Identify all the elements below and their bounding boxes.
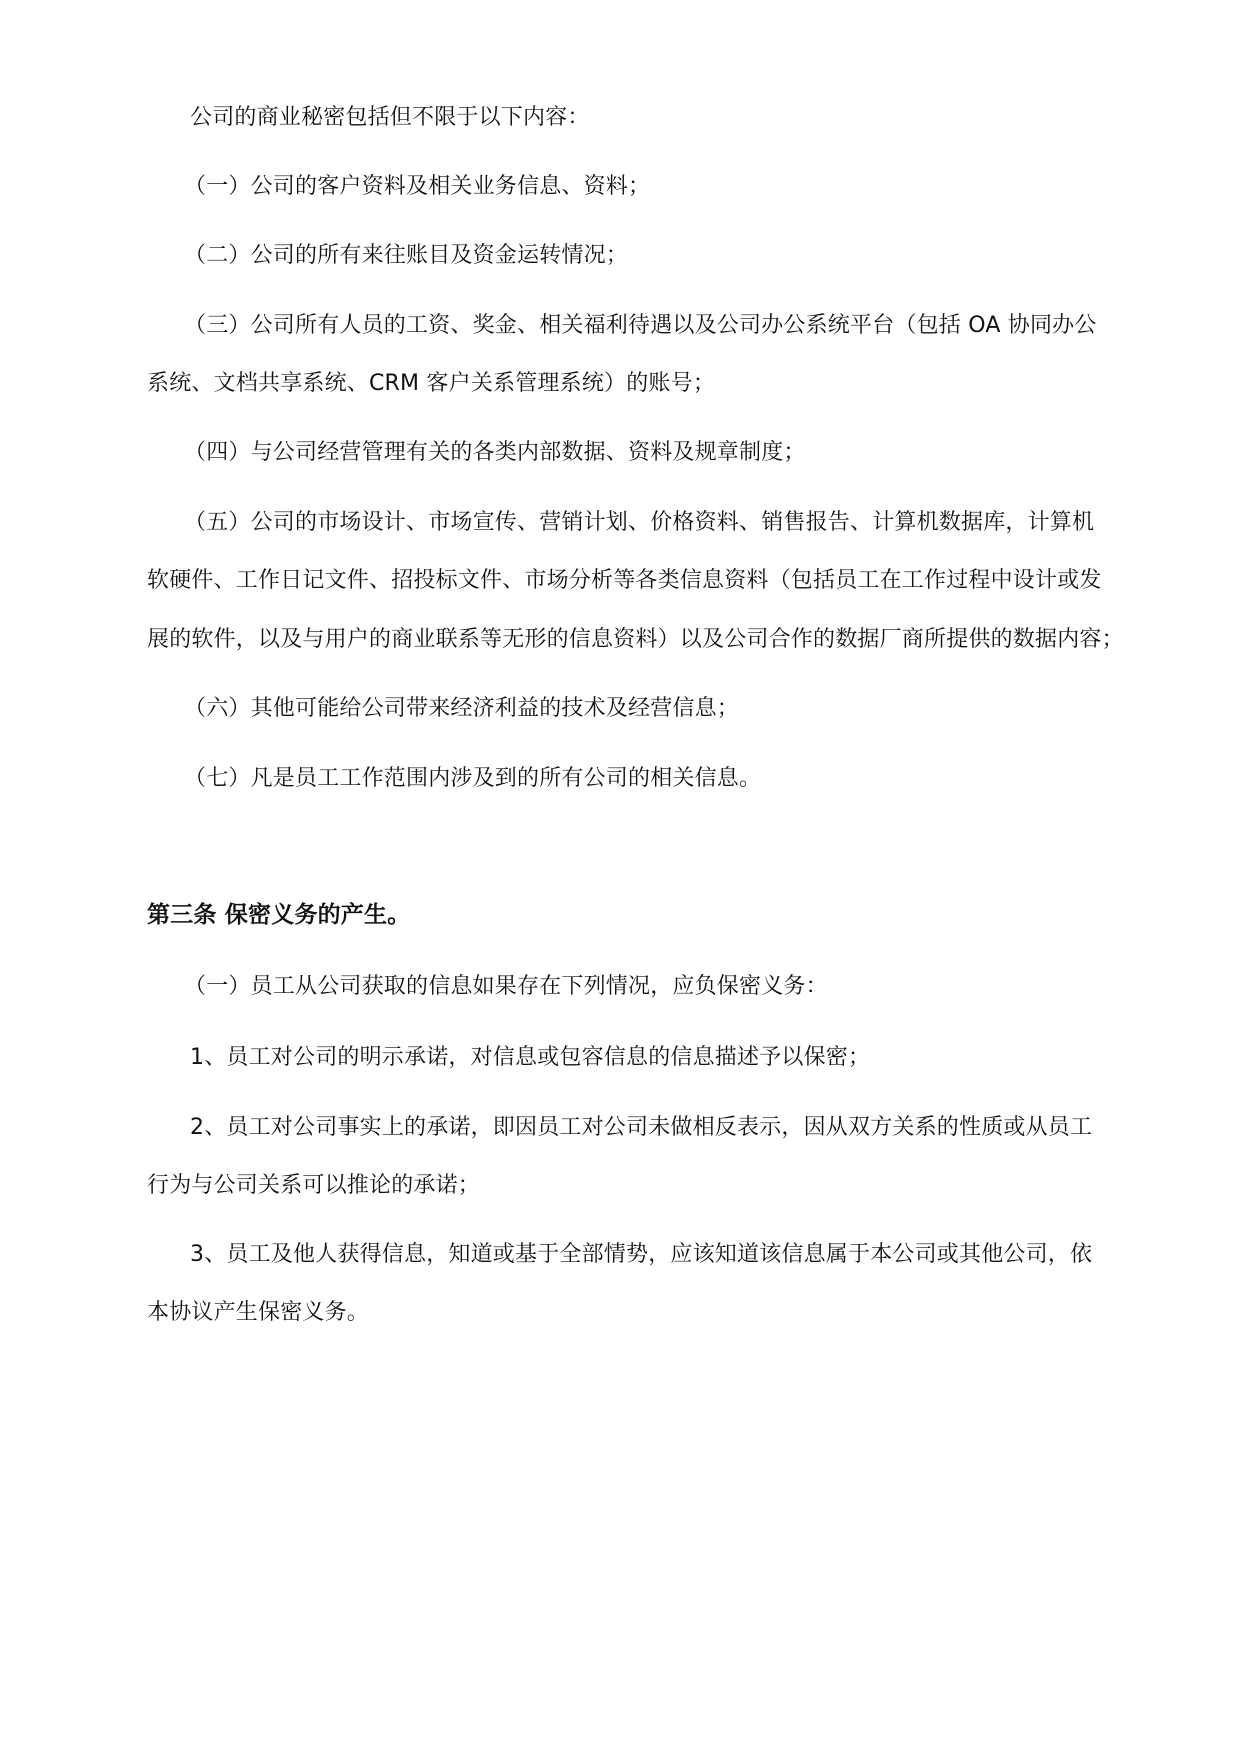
item-2-line: （二）公司的所有来往账目及资金运转情况； <box>184 243 629 268</box>
section-line-3: 2、员工对公司事实上的承诺，即因员工对公司未做相反表示，因从双方关系的性质或从员工 <box>190 1115 1093 1140</box>
section-heading: 第三条 保密义务的产生。 <box>147 902 411 928</box>
item-7-line: （七）凡是员工工作范围内涉及到的所有公司的相关信息。 <box>184 766 762 791</box>
intro-line: 公司的商业秘密包括但不限于以下内容： <box>190 105 590 130</box>
item-5-line-1: （五）公司的市场设计、市场宣传、营销计划、价格资料、销售报告、计算机数据库，计算机 <box>184 510 1095 535</box>
item-1-line: （一）公司的客户资料及相关业务信息、资料； <box>184 174 651 199</box>
item-3-line-2: 系统、文档共享系统、CRM 客户关系管理系统）的账号； <box>147 371 716 396</box>
section-line-1: （一）员工从公司获取的信息如果存在下列情况，应负保密义务： <box>184 974 828 999</box>
item-5-line-3: 展的软件，以及与用户的商业联系等无形的信息资料）以及公司合作的数据厂商所提供的数据内容； <box>147 627 1124 652</box>
item-4-line: （四）与公司经营管理有关的各类内部数据、资料及规章制度； <box>184 440 806 465</box>
section-line-4: 行为与公司关系可以推论的承诺； <box>147 1173 481 1198</box>
section-line-6: 本协议产生保密义务。 <box>147 1300 370 1325</box>
item-3-line-1: （三）公司所有人员的工资、奖金、相关福利待遇以及公司办公系统平台（包括 OA 协同办公 <box>184 313 1097 338</box>
item-5-line-2: 软硬件、工作日记文件、招投标文件、市场分析等各类信息资料（包括员工在工作过程中设计或发 <box>147 568 1102 593</box>
section-line-5: 3、员工及他人获得信息，知道或基于全部情势，应该知道该信息属于本公司或其他公司，依 <box>190 1242 1093 1267</box>
section-line-2: 1、员工对公司的明示承诺，对信息或包容信息的信息描述予以保密； <box>190 1045 871 1070</box>
item-6-line: （六）其他可能给公司带来经济利益的技术及经营信息； <box>184 696 740 721</box>
